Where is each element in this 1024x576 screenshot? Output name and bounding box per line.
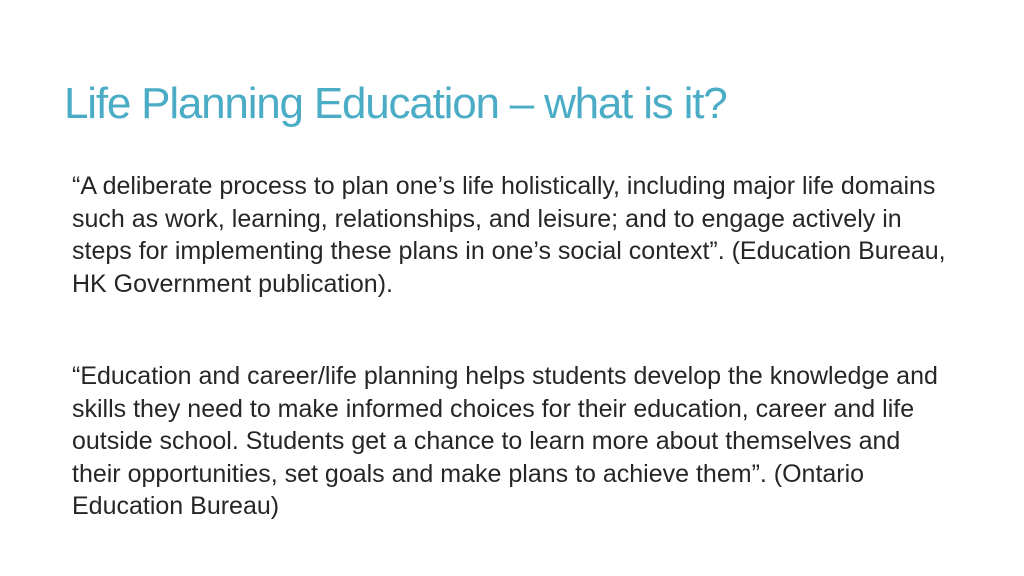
slide-title: Life Planning Education – what is it? [64,79,727,128]
quote-ontario-education-bureau: “Education and career/life planning helps students develop the knowledge and skills they need to make informed choices for their education, career and life outside school. Students get a chance to learn more about themselves and their opportunities, set goals and make plans to achieve them”. (Ontario Education Bureau) [72,362,938,520]
slide-body [72,170,952,523]
quote-hk-education-bureau: “A deliberate process to plan one’s life holistically, including major life domains such as work, learning, relationships, and leisure; and to engage actively in steps for implementing these plans in one’s social context”. (Education Bureau, HK Government publication). [72,172,946,298]
